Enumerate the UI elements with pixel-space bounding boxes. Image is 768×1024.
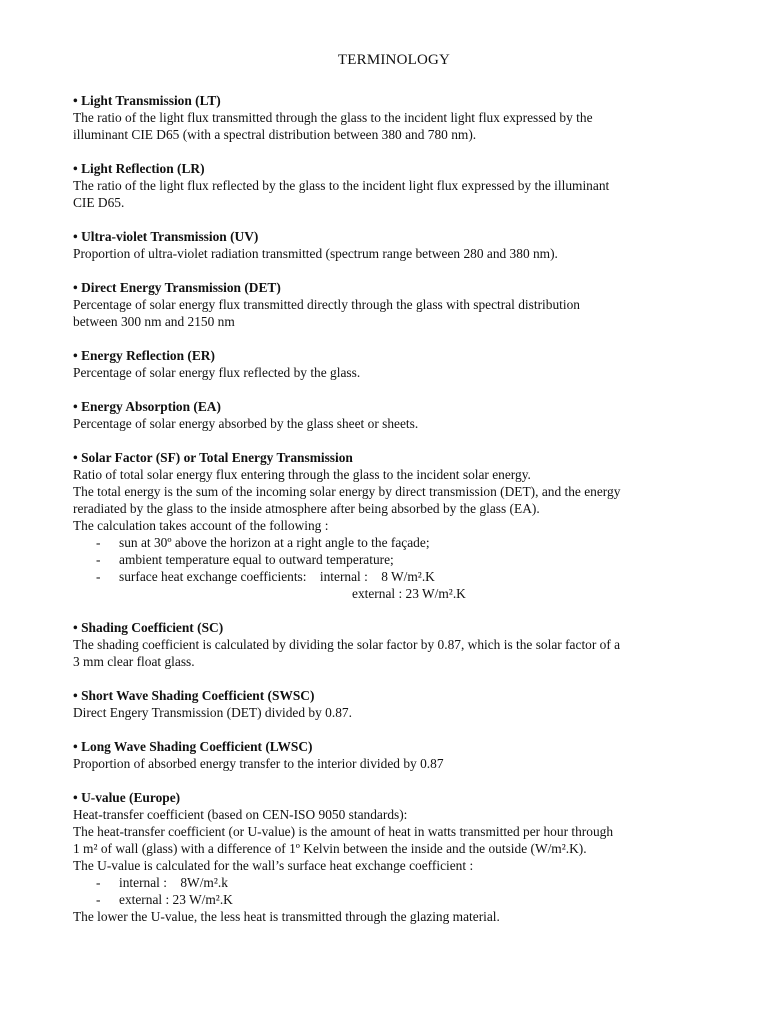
body-line: The ratio of the light flux transmitted through the glass to the incident light flux expressed by the	[73, 110, 593, 125]
body-line: illuminant CIE D65 (with a spectral distribution between 380 and 780 nm).	[73, 127, 477, 142]
heading-text: Energy Absorption (EA)	[81, 399, 221, 414]
body-line: The shading coefficient is calculated by dividing the solar factor by 0.87, which is the solar factor of a	[73, 637, 621, 652]
bullet: •	[73, 161, 78, 176]
dash-marker: -	[96, 875, 101, 890]
list-item	[73, 534, 723, 551]
body-line: Percentage of solar energy flux reflected by the glass.	[73, 365, 361, 380]
bullet: •	[73, 229, 78, 244]
body-line: 3 mm clear float glass.	[73, 654, 195, 669]
section-heading	[73, 347, 723, 364]
section-short-wave-shading-coefficient	[73, 687, 723, 721]
heading-text: Shading Coefficient (SC)	[81, 620, 224, 635]
coefficient-list	[73, 874, 723, 908]
body-line: Proportion of ultra-violet radiation transmitted (spectrum range between 280 and 380 nm).	[73, 246, 558, 261]
heading-text: Light Reflection (LR)	[81, 161, 205, 176]
list-item-text: internal : 8W/m².k	[119, 875, 228, 890]
bullet: •	[73, 280, 78, 295]
list-item-text: ambient temperature equal to outward temperature;	[119, 552, 394, 567]
body-line: The calculation takes account of the following :	[73, 518, 329, 533]
bullet: •	[73, 790, 78, 805]
body-line: Proportion of absorbed energy transfer to the interior divided by 0.87	[73, 756, 444, 771]
section-heading	[73, 160, 723, 177]
section-heading	[73, 92, 723, 109]
list-item	[73, 551, 723, 568]
body-line: Percentage of solar energy flux transmitted directly through the glass with spectral distribution	[73, 297, 580, 312]
bullet: •	[73, 688, 78, 703]
list-item-text: sun at 30º above the horizon at a right angle to the façade;	[119, 535, 430, 550]
list-item-text: surface heat exchange coefficients: internal : 8 W/m².K	[119, 569, 435, 584]
bullet: •	[73, 348, 78, 363]
body-line: Percentage of solar energy absorbed by the glass sheet or sheets.	[73, 416, 419, 431]
section-direct-energy-transmission	[73, 279, 723, 330]
section-heading	[73, 228, 723, 245]
condition-list	[73, 534, 723, 585]
dash-marker: -	[96, 892, 101, 907]
list-item-text: external : 23 W/m².K	[119, 892, 233, 907]
heading-text: U-value (Europe)	[81, 790, 181, 805]
body-line: Ratio of total solar energy flux entering through the glass to the incident solar energy.	[73, 467, 531, 482]
list-continuation: external : 23 W/m².K	[352, 586, 466, 601]
body-line: The heat-transfer coefficient (or U-value) is the amount of heat in watts transmitted per hour through	[73, 824, 614, 839]
section-energy-absorption	[73, 398, 723, 432]
body-line: Direct Engery Transmission (DET) divided by 0.87.	[73, 705, 352, 720]
bullet: •	[73, 739, 78, 754]
body-line: 1 m² of wall (glass) with a difference of 1º Kelvin between the inside and the outside (W/m².K).	[73, 841, 587, 856]
body-line: reradiated by the glass to the inside atmosphere after being absorbed by the glass (EA).	[73, 501, 540, 516]
heading-text: Ultra-violet Transmission (UV)	[81, 229, 259, 244]
section-long-wave-shading-coefficient	[73, 738, 723, 772]
list-item	[73, 891, 723, 908]
heading-text: Direct Energy Transmission (DET)	[81, 280, 281, 295]
bullet: •	[73, 450, 78, 465]
section-heading	[73, 279, 723, 296]
section-shading-coefficient	[73, 619, 723, 670]
heading-text: Light Transmission (LT)	[81, 93, 221, 108]
body-line: The U-value is calculated for the wall’s surface heat exchange coefficient :	[73, 858, 474, 873]
heading-text: Energy Reflection (ER)	[81, 348, 215, 363]
heading-text: Long Wave Shading Coefficient (LWSC)	[81, 739, 313, 754]
section-heading	[73, 738, 723, 755]
bullet: •	[73, 620, 78, 635]
body-line: Heat-transfer coefficient (based on CEN-ISO 9050 standards):	[73, 807, 408, 822]
section-solar-factor	[73, 449, 723, 602]
body-line: The ratio of the light flux reflected by the glass to the incident light flux expressed by the illuminant	[73, 178, 610, 193]
document-title: TERMINOLOGY	[337, 52, 451, 68]
section-heading	[73, 687, 723, 704]
heading-text: Solar Factor (SF) or Total Energy Transmission	[81, 450, 353, 465]
body-line: between 300 nm and 2150 nm	[73, 314, 235, 329]
body-line: CIE D65.	[73, 195, 125, 210]
body-line: The total energy is the sum of the incoming solar energy by direct transmission (DET), and the energy	[73, 484, 621, 499]
dash-marker: -	[96, 535, 101, 550]
section-ultraviolet-transmission	[73, 228, 723, 262]
document-body	[73, 92, 723, 942]
section-light-transmission	[73, 92, 723, 143]
list-item	[73, 568, 723, 585]
section-heading	[73, 789, 723, 806]
section-heading	[73, 398, 723, 415]
body-line: The lower the U-value, the less heat is transmitted through the glazing material.	[73, 909, 500, 924]
heading-text: Short Wave Shading Coefficient (SWSC)	[81, 688, 315, 703]
bullet: •	[73, 399, 78, 414]
list-item	[73, 874, 723, 891]
section-heading	[73, 619, 723, 636]
dash-marker: -	[96, 552, 101, 567]
section-energy-reflection	[73, 347, 723, 381]
section-light-reflection	[73, 160, 723, 211]
section-heading	[73, 449, 723, 466]
section-u-value	[73, 789, 723, 925]
dash-marker: -	[96, 569, 101, 584]
bullet: •	[73, 93, 78, 108]
